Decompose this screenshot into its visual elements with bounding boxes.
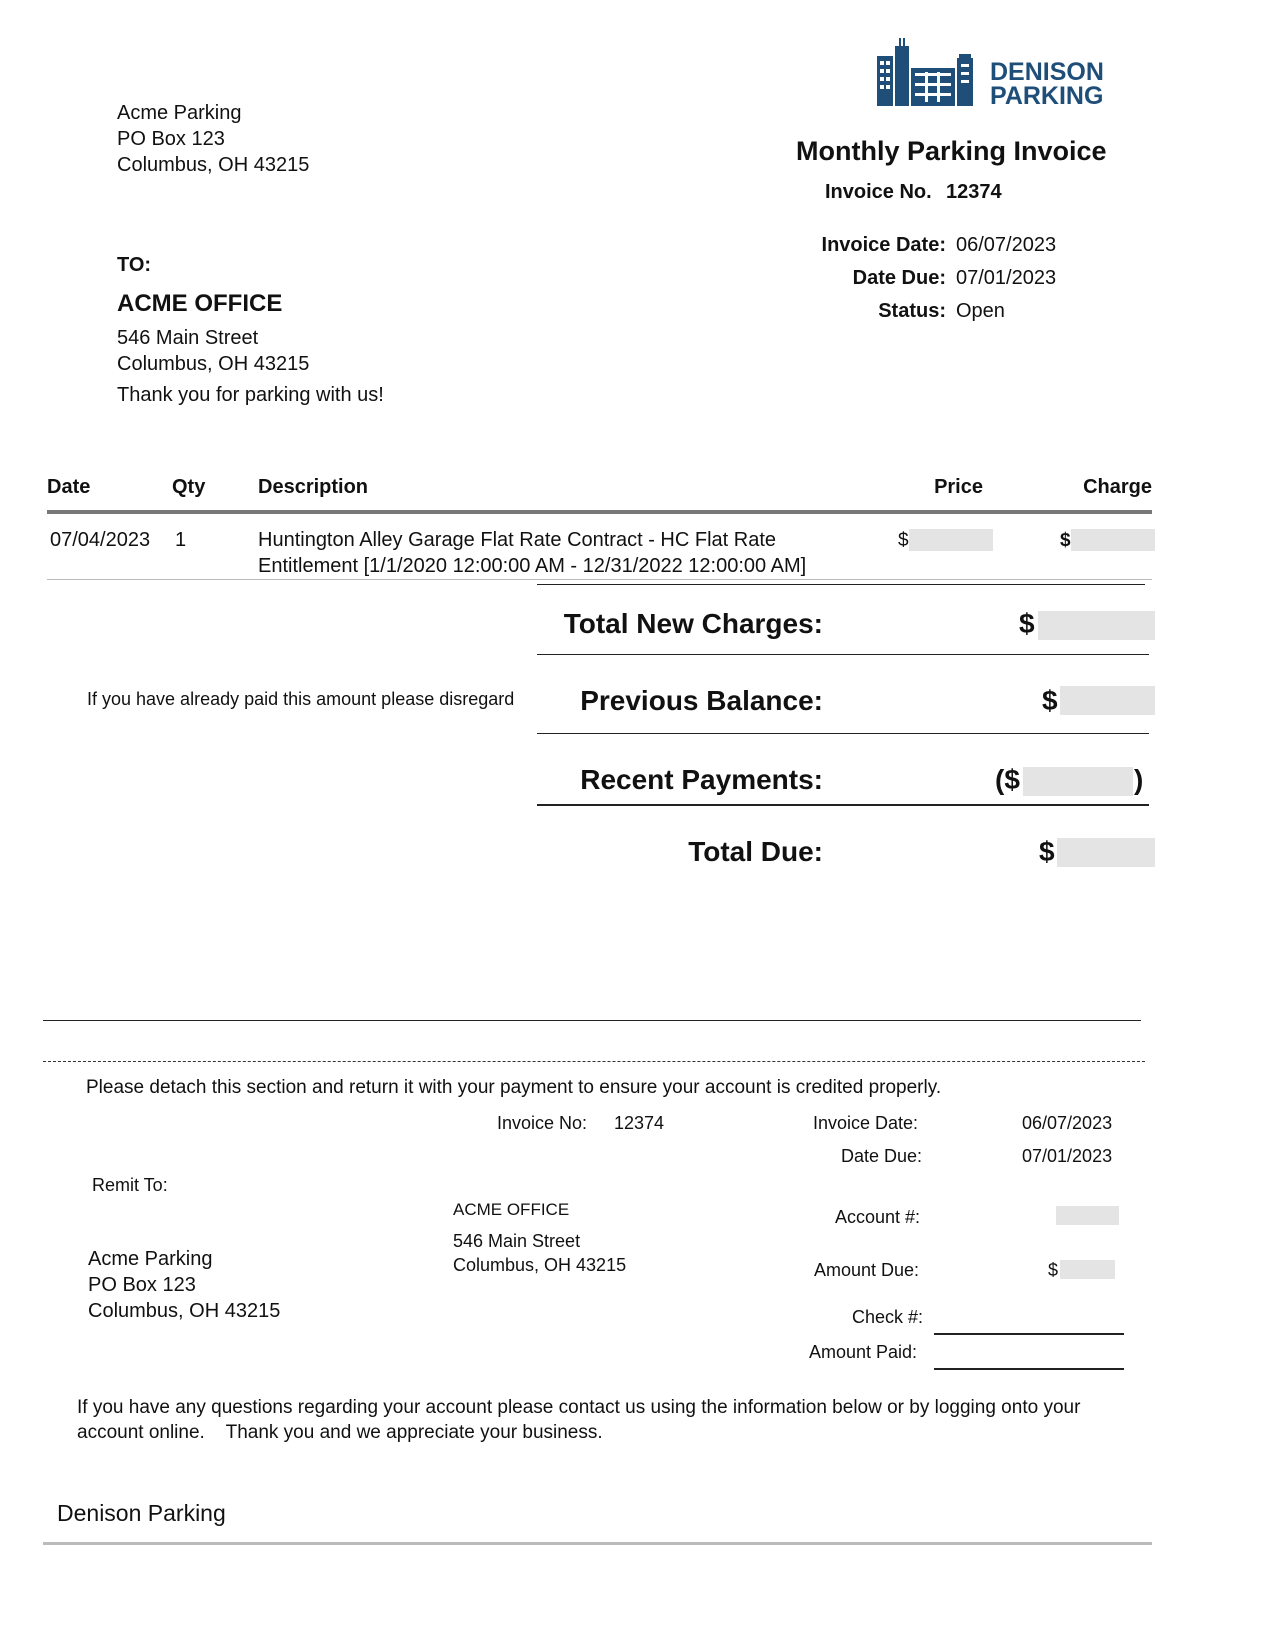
remit-address — [88, 1246, 280, 1324]
account-label: Account #: — [834, 1207, 920, 1227]
totals-top-rule — [537, 584, 1145, 585]
check-number-field[interactable] — [934, 1333, 1124, 1335]
date-due-label: Date Due: — [852, 267, 946, 289]
sender-name: Acme Parking — [117, 102, 242, 124]
sender-city: Columbus, OH 43215 — [117, 154, 310, 176]
invoice-date: 06/07/2023 — [956, 234, 1057, 256]
remit-customer-street: 546 Main Street — [453, 1231, 581, 1251]
recipient-street: 546 Main Street — [117, 327, 259, 349]
remit-date-due-label: Date Due: — [840, 1146, 922, 1166]
total-new-charges-redacted — [1038, 611, 1155, 640]
row-charge-currency: $ — [1060, 530, 1071, 551]
col-header-description: Description — [258, 476, 369, 498]
remit-city: Columbus, OH 43215 — [88, 1300, 281, 1322]
footer-company: Denison Parking — [57, 1500, 226, 1526]
total-new-charges-currency: $ — [1019, 608, 1035, 639]
previous-balance-label: Previous Balance: — [580, 685, 823, 716]
amount-due-label: Amount Due: — [813, 1260, 919, 1280]
city-buildings-icon — [875, 38, 975, 108]
total-due-redacted — [1057, 838, 1155, 867]
amount-paid-label: Amount Paid: — [808, 1342, 917, 1362]
row-date: 07/04/2023 — [50, 529, 151, 551]
row-price-currency: $ — [898, 530, 909, 551]
table-row-divider — [47, 579, 1152, 580]
remit-name: Acme Parking — [88, 1248, 213, 1270]
disregard-note: If you have already paid this amount please disregard — [87, 689, 515, 709]
amount-due-currency: $ — [1048, 1260, 1059, 1280]
check-number-label: Check #: — [851, 1307, 923, 1327]
account-redacted — [1056, 1206, 1119, 1225]
totals-rule-2 — [537, 733, 1149, 734]
amount-paid-field[interactable] — [934, 1368, 1124, 1370]
col-header-qty: Qty — [172, 476, 206, 498]
status-label: Status: — [878, 300, 946, 322]
amount-due-redacted — [1060, 1260, 1115, 1279]
remit-invoice-no: 12374 — [614, 1113, 665, 1133]
row-price-redacted — [909, 529, 993, 551]
totals-rule-1 — [537, 654, 1149, 655]
row-charge-redacted — [1071, 529, 1155, 551]
invoice-number: 12374 — [946, 181, 1002, 203]
remit-invoice-no-label: Invoice No: — [497, 1113, 588, 1133]
questions-note — [77, 1395, 1080, 1445]
previous-balance-currency: $ — [1042, 685, 1058, 716]
logo-line-1: DENISON — [990, 58, 1104, 86]
remit-invoice-date: 06/07/2023 — [1022, 1113, 1113, 1133]
totals-rule-3 — [537, 804, 1149, 806]
status-value: Open — [956, 300, 1005, 322]
row-description-line-1: Huntington Alley Garage Flat Rate Contract - HC Flat Rate — [258, 529, 777, 551]
col-header-date: Date — [47, 476, 91, 498]
detach-instruction: Please detach this section and return it with your payment to ensure your account is credited properly. — [86, 1077, 942, 1098]
questions-line-1: If you have any questions regarding your account please contact us using the information below or by logging onto your — [77, 1397, 1081, 1418]
remit-date-due: 07/01/2023 — [1022, 1146, 1113, 1166]
thanks-message: Thank you for parking with us! — [117, 384, 384, 406]
invoice-number-label: Invoice No. — [825, 181, 932, 203]
row-description-line-2: Entitlement [1/1/2020 12:00:00 AM - 12/31/2022 12:00:00 AM] — [258, 555, 807, 577]
denison-parking-logo — [875, 38, 1115, 110]
invoice-title: Monthly Parking Invoice — [796, 136, 1107, 166]
sender-address — [117, 100, 309, 178]
remit-invoice-date-label: Invoice Date: — [812, 1113, 918, 1133]
recipient-name: ACME OFFICE — [117, 290, 283, 317]
invoice-date-label: Invoice Date: — [821, 234, 946, 256]
table-header-rule — [47, 510, 1152, 514]
col-header-charge: Charge — [1083, 476, 1152, 498]
logo-line-2: PARKING — [990, 82, 1104, 110]
table-row — [0, 525, 1275, 581]
sender-po-box: PO Box 123 — [117, 128, 225, 150]
detach-line — [43, 1061, 1145, 1062]
recent-payments-redacted — [1023, 767, 1133, 796]
remit-customer-city: Columbus, OH 43215 — [453, 1255, 627, 1275]
to-label: TO: — [117, 254, 152, 276]
recent-payments-close: ) — [1134, 764, 1144, 795]
recent-payments-label: Recent Payments: — [580, 764, 823, 795]
recipient-address — [117, 325, 309, 377]
recipient-city: Columbus, OH 43215 — [117, 353, 310, 375]
questions-line-2: account online. Thank you and we appreciate your business. — [77, 1422, 603, 1443]
col-header-price: Price — [934, 476, 983, 498]
footer-rule — [43, 1542, 1152, 1545]
row-description — [258, 527, 806, 579]
total-new-charges-label: Total New Charges: — [563, 608, 823, 639]
row-qty: 1 — [175, 529, 187, 551]
recent-payments-open: ($ — [995, 764, 1020, 795]
total-due-label: Total Due: — [688, 836, 823, 867]
total-due-currency: $ — [1039, 836, 1055, 867]
remit-customer-address — [453, 1229, 626, 1277]
previous-balance-redacted — [1060, 686, 1155, 715]
remit-customer-name: ACME OFFICE — [453, 1200, 570, 1219]
remit-to-label: Remit To: — [92, 1175, 168, 1195]
section-divider — [43, 1020, 1141, 1021]
date-due: 07/01/2023 — [956, 267, 1057, 289]
remit-po-box: PO Box 123 — [88, 1274, 196, 1296]
